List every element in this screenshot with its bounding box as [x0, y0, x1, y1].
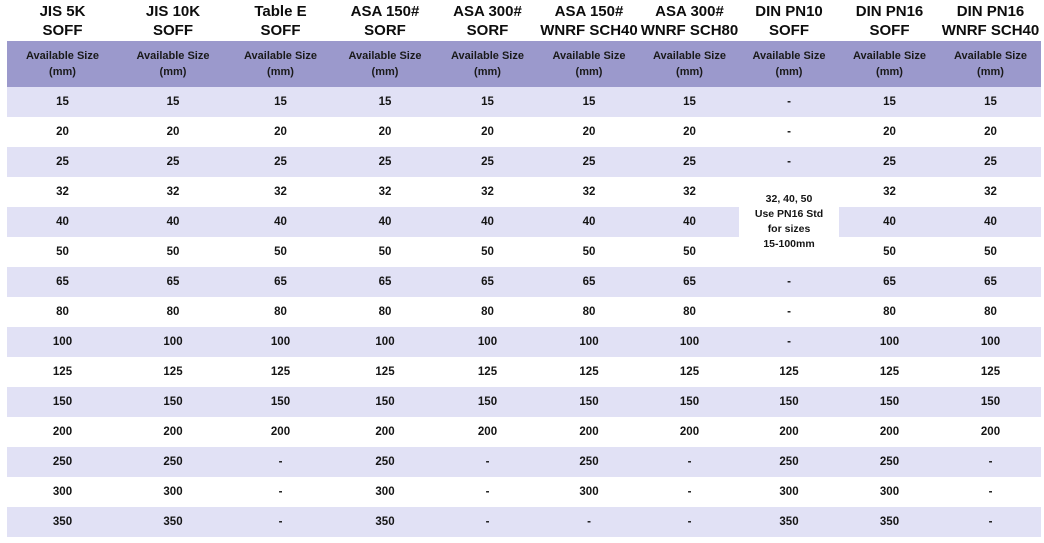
- size-cell: 50: [118, 237, 228, 267]
- size-cell: 100: [940, 327, 1041, 357]
- size-cell: 20: [839, 117, 940, 147]
- size-cell: 100: [538, 327, 640, 357]
- column-title-line: ASA 150#: [350, 3, 420, 20]
- size-cell: -: [228, 507, 333, 537]
- size-cell: 250: [739, 447, 839, 477]
- column-5: [437, 0, 538, 543]
- size-cell: 65: [118, 267, 228, 297]
- size-cell: 300: [7, 477, 118, 507]
- column-title: [538, 2, 640, 40]
- size-cell: 80: [538, 297, 640, 327]
- column-title-line: WNRF SCH80: [640, 22, 739, 39]
- size-cell: 200: [118, 417, 228, 447]
- note-line: Use PN16 Std: [754, 208, 824, 220]
- size-cell: 40: [228, 207, 333, 237]
- column-title: [333, 2, 437, 40]
- column-1: [7, 0, 118, 543]
- size-cell: 20: [228, 117, 333, 147]
- size-cell: 32: [228, 177, 333, 207]
- available-size-label: Available Size: [653, 50, 726, 62]
- size-cell: 40: [839, 207, 940, 237]
- size-cell: 25: [538, 147, 640, 177]
- size-cell: 200: [739, 417, 839, 447]
- available-size-label: Available Size: [26, 50, 99, 62]
- size-cell: 250: [7, 447, 118, 477]
- column-6: [538, 0, 640, 543]
- size-cell: 80: [333, 297, 437, 327]
- size-cell: 20: [7, 117, 118, 147]
- size-cell: -: [538, 507, 640, 537]
- available-size-label: (mm): [775, 66, 803, 78]
- column-title: [839, 2, 940, 40]
- size-cell: 15: [7, 87, 118, 117]
- size-cell: 350: [839, 507, 940, 537]
- size-cell: -: [640, 507, 739, 537]
- size-cell: 65: [437, 267, 538, 297]
- size-cell: 65: [940, 267, 1041, 297]
- size-cell: 250: [333, 447, 437, 477]
- size-cell: 125: [640, 357, 739, 387]
- size-cell: -: [228, 447, 333, 477]
- size-cell: 100: [118, 327, 228, 357]
- size-cell: 250: [839, 447, 940, 477]
- column-title-line: DIN PN10: [755, 3, 823, 20]
- available-size-label: (mm): [371, 66, 399, 78]
- size-cell: 300: [118, 477, 228, 507]
- size-cell: 25: [7, 147, 118, 177]
- available-size-label: Available Size: [348, 50, 422, 62]
- size-cell: 20: [640, 117, 739, 147]
- available-size-label: (mm): [267, 66, 294, 78]
- column-title: [228, 2, 333, 40]
- column-title-line: WNRF SCH40: [540, 22, 638, 39]
- size-cell: 100: [333, 327, 437, 357]
- size-cell: 150: [7, 387, 118, 417]
- size-cell: 125: [538, 357, 640, 387]
- size-cell: 65: [839, 267, 940, 297]
- size-cell: 50: [538, 237, 640, 267]
- column-title-line: SORF: [364, 22, 406, 39]
- column-title: [739, 2, 839, 40]
- available-size-header: [118, 41, 228, 87]
- size-cell: 80: [839, 297, 940, 327]
- size-cell: 20: [538, 117, 640, 147]
- column-title-line: DIN PN16: [855, 3, 924, 20]
- size-cell: 125: [437, 357, 538, 387]
- size-cell: -: [739, 297, 839, 327]
- available-size-header: [538, 41, 640, 87]
- size-cell: 50: [839, 237, 940, 267]
- size-cell: 15: [839, 87, 940, 117]
- size-cell: 300: [538, 477, 640, 507]
- size-cell: 150: [940, 387, 1041, 417]
- available-size-header: [437, 41, 538, 87]
- size-cell: 100: [640, 327, 739, 357]
- size-cell: 300: [333, 477, 437, 507]
- available-size-header: [7, 41, 118, 87]
- size-cell: 80: [228, 297, 333, 327]
- size-cell: 125: [228, 357, 333, 387]
- size-cell: 250: [118, 447, 228, 477]
- column-4: [333, 0, 437, 543]
- available-size-label: (mm): [876, 66, 903, 78]
- available-size-label: Available Size: [451, 50, 524, 62]
- size-cell: 40: [437, 207, 538, 237]
- size-cell: 350: [333, 507, 437, 537]
- size-cell: 20: [118, 117, 228, 147]
- size-cell: -: [739, 87, 839, 117]
- size-cell: -: [437, 507, 538, 537]
- size-cell: -: [940, 447, 1041, 477]
- size-cell: 40: [940, 207, 1041, 237]
- available-size-label: (mm): [49, 66, 76, 78]
- size-cell: 100: [437, 327, 538, 357]
- note-line: 32, 40, 50: [765, 193, 813, 205]
- available-size-label: Available Size: [853, 50, 926, 62]
- column-title-line: SOFF: [42, 22, 83, 39]
- size-cell: 125: [7, 357, 118, 387]
- size-cell: 200: [940, 417, 1041, 447]
- column-3: [228, 0, 333, 543]
- available-size-label: (mm): [977, 66, 1004, 78]
- size-cell: -: [739, 327, 839, 357]
- size-cell: 25: [839, 147, 940, 177]
- size-cell: 65: [538, 267, 640, 297]
- size-cell: -: [228, 477, 333, 507]
- column-title: [940, 2, 1041, 40]
- column-title-line: JIS 5K: [39, 3, 86, 20]
- size-cell: 25: [333, 147, 437, 177]
- size-cell: 50: [437, 237, 538, 267]
- size-cell: 100: [839, 327, 940, 357]
- din-pn10-note: [739, 177, 839, 267]
- available-size-label: (mm): [474, 66, 501, 78]
- size-cell: 15: [437, 87, 538, 117]
- column-title-line: SOFF: [769, 22, 809, 39]
- size-cell: 25: [437, 147, 538, 177]
- size-cell: -: [640, 477, 739, 507]
- note-line: 15-100mm: [763, 238, 815, 250]
- size-cell: 200: [7, 417, 118, 447]
- size-cell: 250: [538, 447, 640, 477]
- available-size-label: (mm): [676, 66, 703, 78]
- size-cell: 15: [640, 87, 739, 117]
- size-cell: 150: [640, 387, 739, 417]
- available-size-label: (mm): [575, 66, 603, 78]
- size-cell: 200: [640, 417, 739, 447]
- size-cell: 80: [7, 297, 118, 327]
- size-cell: 20: [333, 117, 437, 147]
- size-cell: 100: [228, 327, 333, 357]
- available-size-label: Available Size: [552, 50, 626, 62]
- size-cell: 50: [940, 237, 1041, 267]
- size-cell: 40: [118, 207, 228, 237]
- size-cell: 32: [940, 177, 1041, 207]
- available-size-header: [640, 41, 739, 87]
- column-title: [118, 2, 228, 40]
- size-cell: 40: [538, 207, 640, 237]
- column-title-line: DIN PN16: [956, 3, 1025, 20]
- size-cell: 32: [7, 177, 118, 207]
- column-title: [7, 2, 118, 40]
- size-cell: 32: [839, 177, 940, 207]
- size-cell: 25: [228, 147, 333, 177]
- note-line: for sizes: [767, 223, 811, 235]
- column-7: [640, 0, 739, 543]
- available-size-header: [839, 41, 940, 87]
- size-cell: 50: [640, 237, 739, 267]
- available-size-header: [940, 41, 1041, 87]
- available-size-label: Available Size: [752, 50, 826, 62]
- column-title-line: JIS 10K: [145, 3, 201, 20]
- size-cell: 200: [333, 417, 437, 447]
- size-cell: 150: [839, 387, 940, 417]
- size-cell: 65: [640, 267, 739, 297]
- size-cell: 20: [437, 117, 538, 147]
- size-cell: 125: [839, 357, 940, 387]
- column-title-line: SORF: [466, 22, 509, 39]
- size-cell: 350: [739, 507, 839, 537]
- size-cell: -: [739, 117, 839, 147]
- size-cell: -: [640, 447, 739, 477]
- column-title-line: SOFF: [260, 22, 301, 39]
- size-cell: 150: [333, 387, 437, 417]
- size-cell: 300: [839, 477, 940, 507]
- column-title-line: Table E: [254, 3, 307, 20]
- column-title-line: ASA 300#: [655, 3, 724, 20]
- size-cell: 100: [7, 327, 118, 357]
- size-cell: 125: [940, 357, 1041, 387]
- available-size-header: [333, 41, 437, 87]
- size-cell: 150: [118, 387, 228, 417]
- size-cell: 80: [437, 297, 538, 327]
- size-cell: 125: [118, 357, 228, 387]
- column-title-line: ASA 300#: [453, 3, 522, 20]
- available-size-label: Available Size: [136, 50, 210, 62]
- size-cell: 15: [118, 87, 228, 117]
- size-cell: -: [940, 507, 1041, 537]
- size-cell: 125: [333, 357, 437, 387]
- size-cell: -: [940, 477, 1041, 507]
- available-size-label: Available Size: [954, 50, 1027, 62]
- size-cell: 32: [333, 177, 437, 207]
- size-cell: 150: [538, 387, 640, 417]
- size-cell: 80: [940, 297, 1041, 327]
- size-cell: 150: [228, 387, 333, 417]
- size-cell: 50: [333, 237, 437, 267]
- size-cell: 25: [640, 147, 739, 177]
- size-cell: 50: [7, 237, 118, 267]
- column-title: [640, 2, 739, 40]
- available-size-label: (mm): [159, 66, 187, 78]
- size-cell: 32: [118, 177, 228, 207]
- size-cell: 20: [940, 117, 1041, 147]
- size-cell: 65: [7, 267, 118, 297]
- size-cell: 32: [640, 177, 739, 207]
- available-size-label: Available Size: [244, 50, 317, 62]
- size-cell: 65: [228, 267, 333, 297]
- size-cell: 32: [538, 177, 640, 207]
- size-cell: 125: [739, 357, 839, 387]
- size-cell: 40: [640, 207, 739, 237]
- size-cell: 150: [437, 387, 538, 417]
- size-cell: 150: [739, 387, 839, 417]
- size-cell: 15: [538, 87, 640, 117]
- column-title: [437, 2, 538, 40]
- size-cell: 200: [437, 417, 538, 447]
- size-cell: 15: [228, 87, 333, 117]
- column-8: [739, 0, 839, 543]
- size-cell: 15: [333, 87, 437, 117]
- size-cell: 200: [839, 417, 940, 447]
- size-cell: 32: [437, 177, 538, 207]
- size-cell: 65: [333, 267, 437, 297]
- size-cell: 40: [333, 207, 437, 237]
- size-cell: -: [739, 267, 839, 297]
- size-cell: -: [437, 447, 538, 477]
- column-10: [940, 0, 1041, 543]
- column-title-line: SOFF: [153, 22, 193, 39]
- column-title-line: ASA 150#: [554, 3, 624, 20]
- available-size-header: [228, 41, 333, 87]
- available-size-header: [739, 41, 839, 87]
- size-cell: 40: [7, 207, 118, 237]
- size-cell: 25: [940, 147, 1041, 177]
- column-title-line: WNRF SCH40: [941, 22, 1040, 39]
- size-cell: 50: [228, 237, 333, 267]
- size-cell: 300: [739, 477, 839, 507]
- size-cell: 15: [940, 87, 1041, 117]
- size-cell: 80: [118, 297, 228, 327]
- size-cell: 200: [538, 417, 640, 447]
- size-cell: 80: [640, 297, 739, 327]
- column-2: [118, 0, 228, 543]
- size-cell: 350: [7, 507, 118, 537]
- size-cell: 350: [118, 507, 228, 537]
- size-cell: -: [437, 477, 538, 507]
- size-cell: 25: [118, 147, 228, 177]
- column-title-line: SOFF: [869, 22, 910, 39]
- size-cell: -: [739, 147, 839, 177]
- size-cell: 200: [228, 417, 333, 447]
- column-9: [839, 0, 940, 543]
